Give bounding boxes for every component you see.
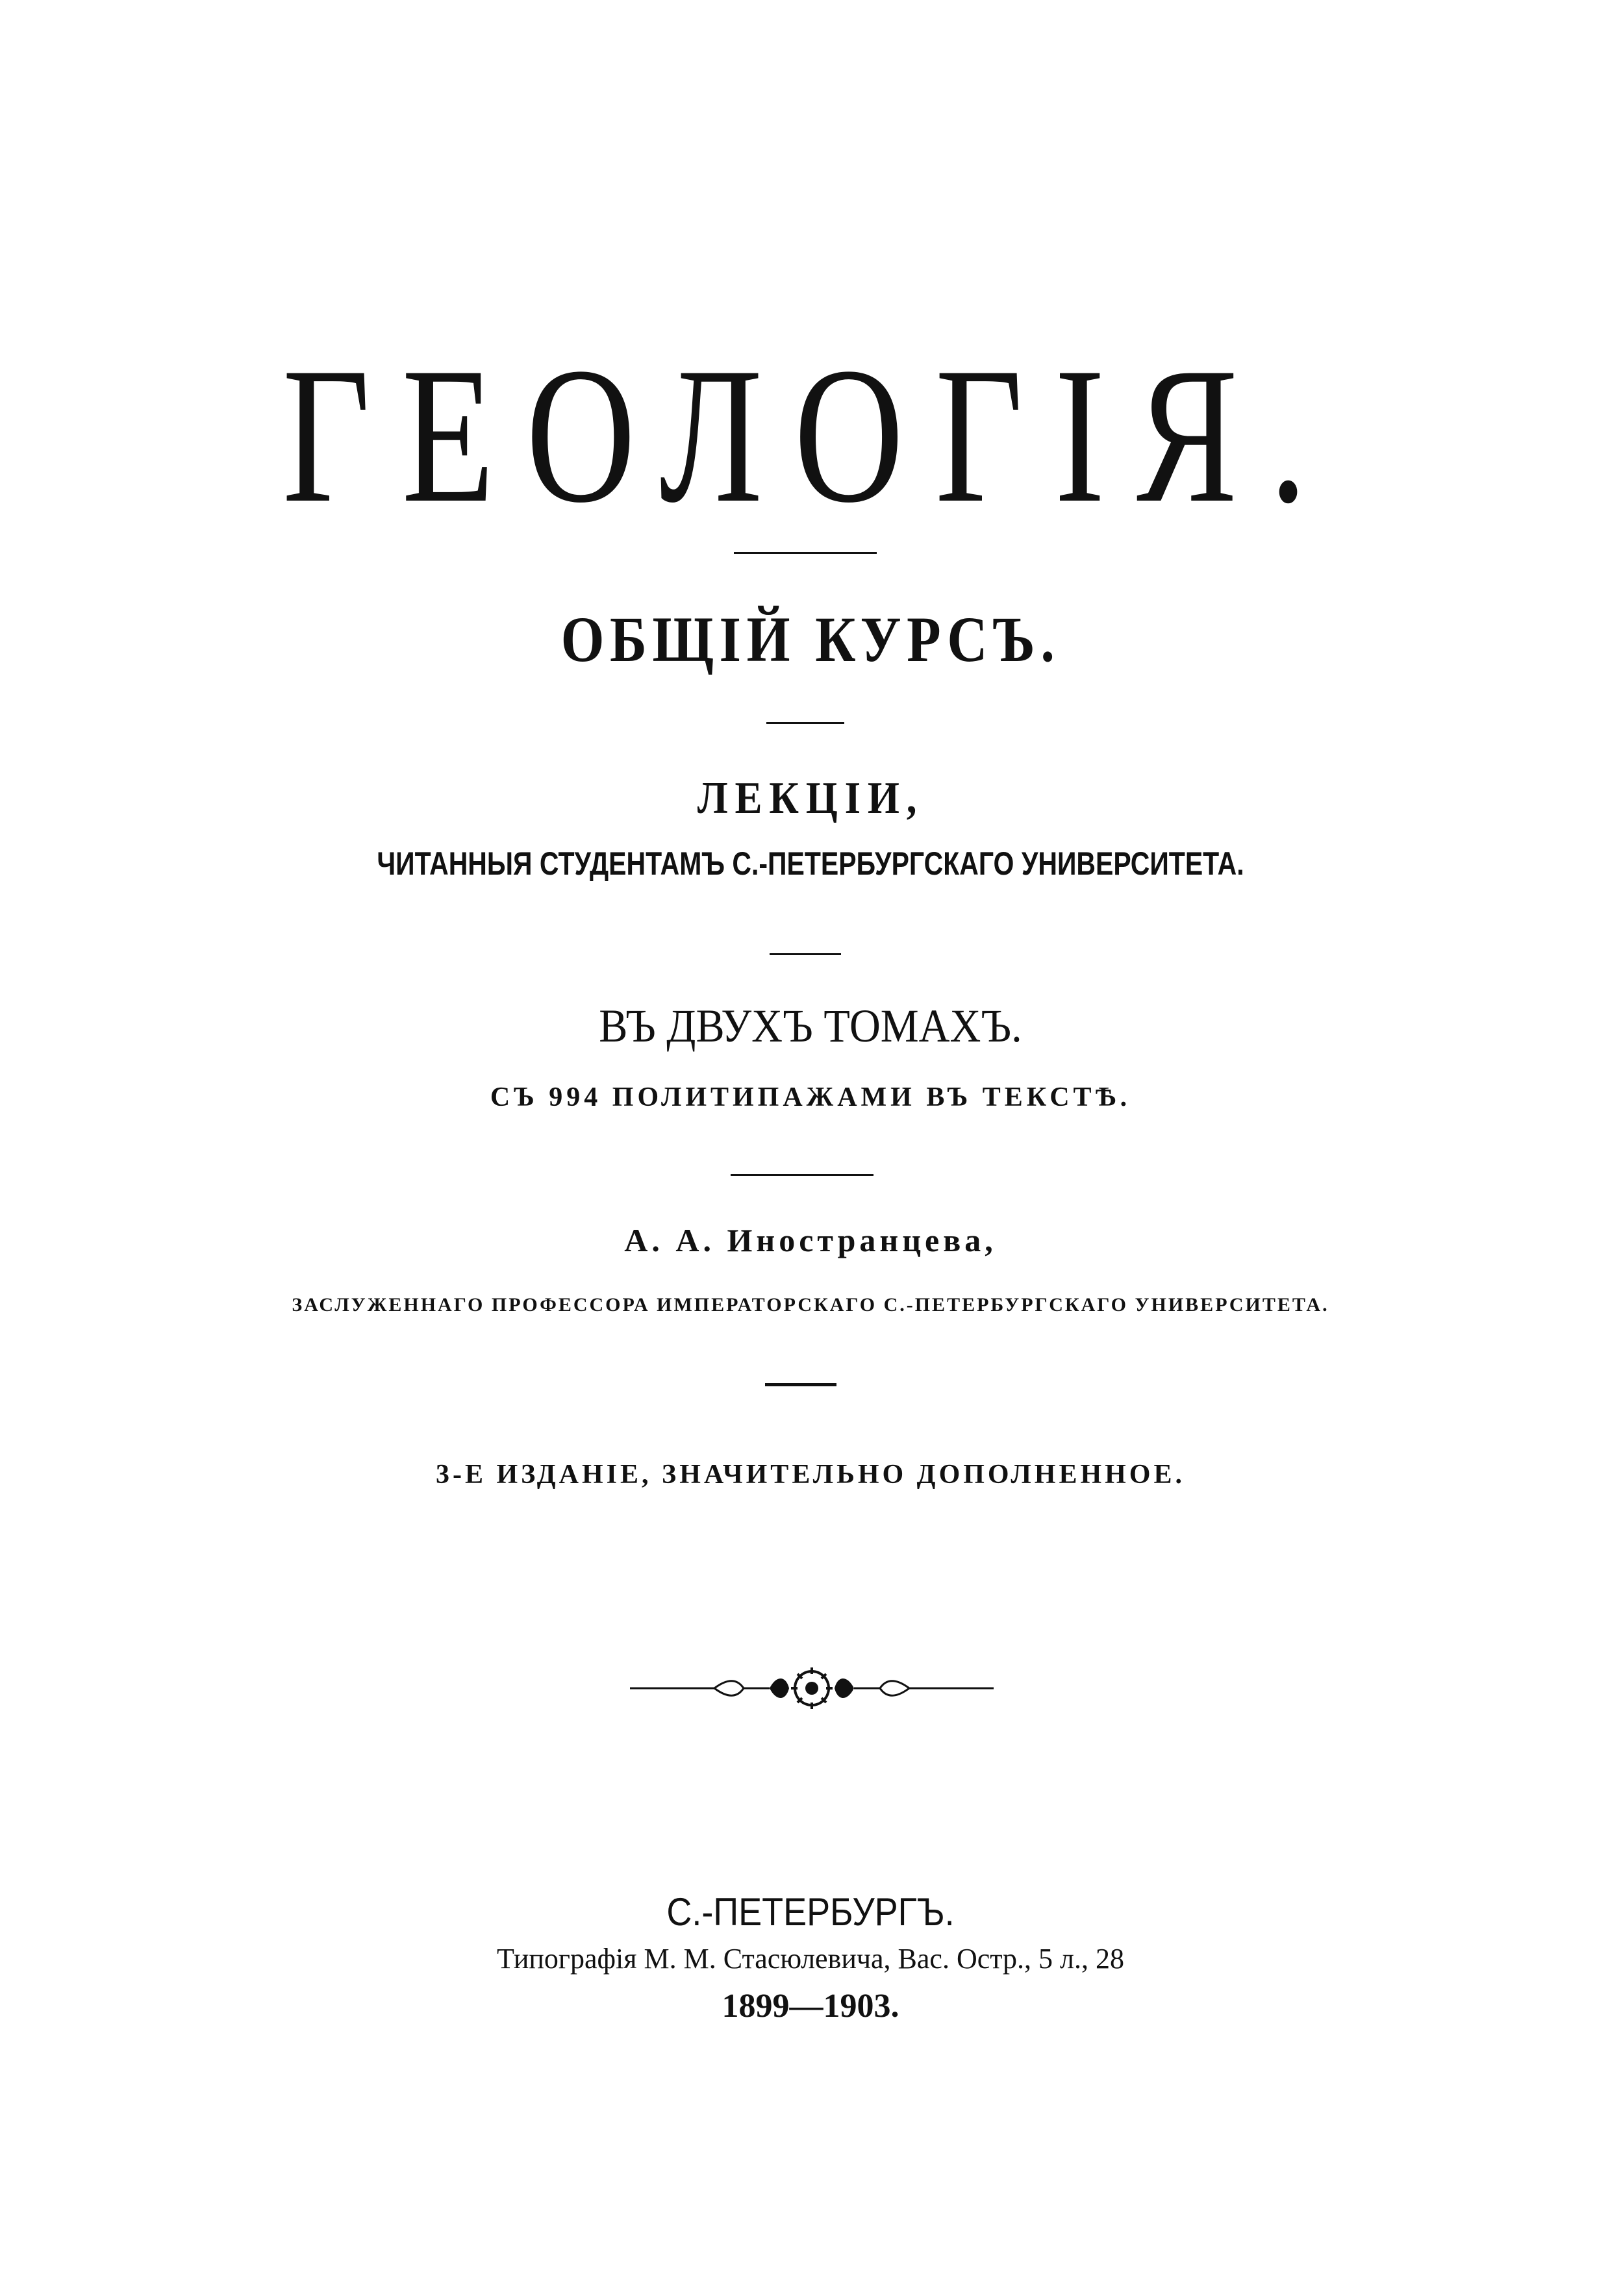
divider-rule — [734, 552, 877, 554]
divider-rule — [731, 1174, 873, 1176]
divider-rule — [765, 1383, 836, 1386]
illustrations-note: СЪ 994 ПОЛИТИПАЖАМИ ВЪ ТЕКСТѢ. — [490, 1082, 1131, 1112]
divider-rule — [766, 722, 844, 724]
author-name: А. А. Иностранцева, — [624, 1222, 997, 1258]
imprint-city: С.-ПЕТЕРБУРГЪ. — [666, 1890, 955, 1934]
book-subtitle: ОБЩІЙ КУРСЪ. — [560, 603, 1061, 675]
edition-note: 3-Е ИЗДАНІЕ, ЗНАЧИТЕЛЬНО ДОПОЛНЕННОЕ. — [436, 1460, 1185, 1490]
lectures-description: ЧИТАННЫЯ СТУДЕНТАМЪ С.-ПЕТЕРБУРГСКАГО УНИВЕРСИТЕТА. — [377, 845, 1244, 882]
author-description: ЗАСЛУЖЕННАГО ПРОФЕССОРА ИМПЕРАТОРСКАГО С.-ПЕТЕРБУРГСКАГО УНИВЕРСИТЕТА. — [292, 1294, 1329, 1316]
lectures-heading: ЛЕКЦІИ, — [697, 773, 924, 823]
divider-rule — [770, 953, 841, 955]
volumes-note: ВЪ ДВУХЪ ТОМАХЪ. — [599, 1000, 1022, 1052]
imprint-years: 1899—1903. — [722, 1988, 899, 2025]
ornament-divider-icon — [630, 1662, 994, 1714]
imprint-printer: Типографія М. М. Стасюлевича, Вас. Остр., 5 л., 28 — [497, 1943, 1124, 1975]
book-title: ГЕОЛОГІЯ. — [282, 327, 1339, 543]
